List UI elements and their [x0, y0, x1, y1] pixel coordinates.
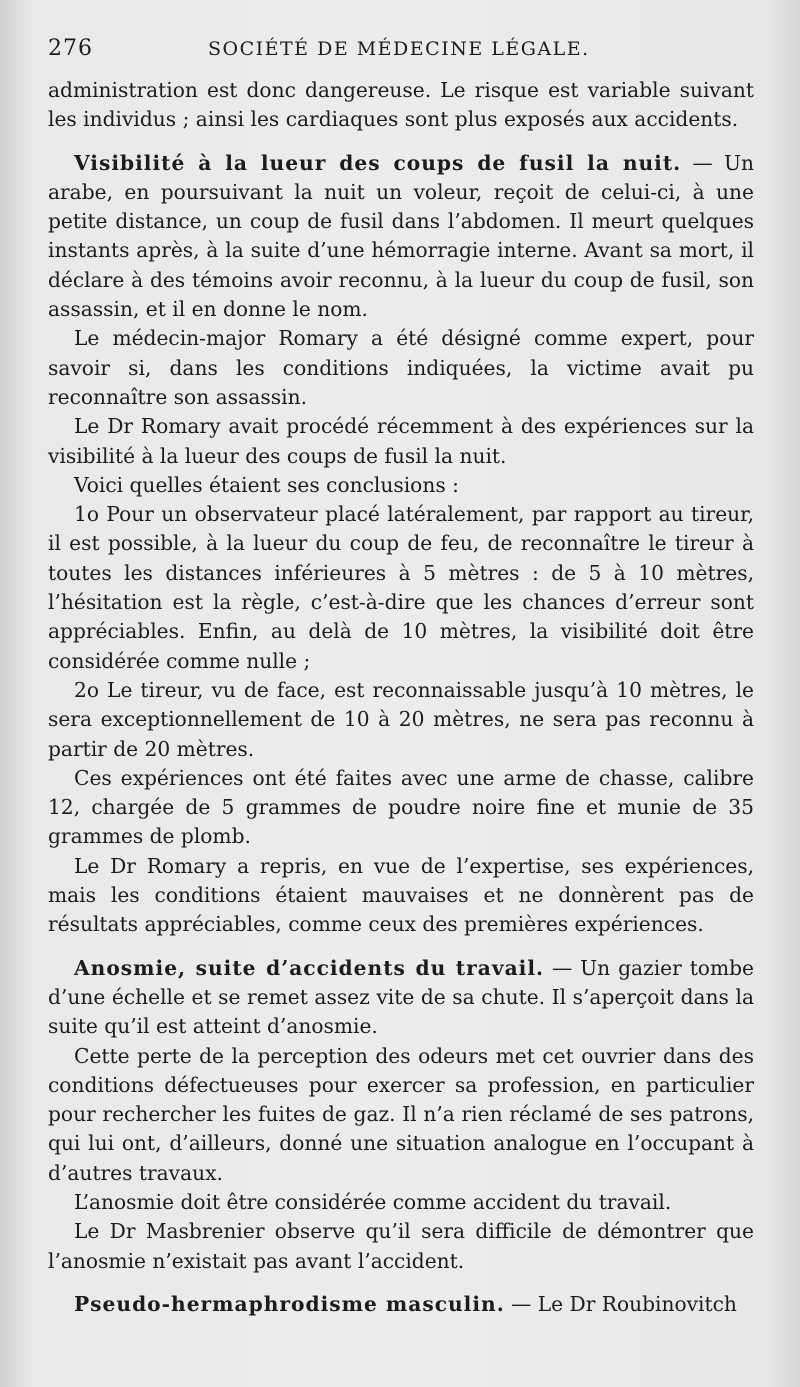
- section-text: — Un arabe, en poursuivant la nuit un voleur, reçoit de celui-ci, à une petite distance, un coup de fusil dans l’abdomen. Il meurt quelques instants après, à la suite d’une hémorragie interne. Avant sa mort, il déclare à des témoins avoir reconnu, à la lueur du coup de fusil, son assassin, et il en donne le nom.: [48, 150, 754, 322]
- section-heading: Visibilité à la lueur des coups de fusil la nuit.: [74, 150, 682, 175]
- paragraph: Le Dr Romary avait procédé récemment à des expériences sur la visibilité à la lueur des coups de fusil la nuit.: [48, 414, 754, 468]
- running-title: SOCIÉTÉ DE MÉDECINE LÉGALE.: [208, 38, 590, 60]
- paragraph: 1o Pour un observateur placé latéralement, par rapport au tireur, il est possible, à la lueur du coup de feu, de reconnaître le tireur à toutes les distances inférieures à 5 mètres : de 5 à 10 mètres, l’hésitation est la règle, c’est-à-dire que les chances d’erreur sont appréciables. Enfin, au delà de 10 mètres, la visibilité doit être considérée comme nulle ;: [48, 502, 754, 673]
- section-visibilite: [48, 149, 754, 325]
- section-heading: Anosmie, suite d’accidents du travail.: [74, 955, 545, 980]
- paragraph-continued: administration est donc dangereuse. Le risque est variable suivant les individus ; ainsi les cardiaques sont plus exposés aux accidents.: [48, 78, 754, 132]
- body-text: [48, 76, 754, 1319]
- paragraph: Le médecin-major Romary a été désigné comme expert, pour savoir si, dans les conditions indiquées, la victime avait pu reconnaître son assassin.: [48, 326, 754, 409]
- section-pseudo-hermaphrodisme: [48, 1290, 754, 1319]
- paragraph: Cette perte de la perception des odeurs met cet ouvrier dans des conditions défectueuses pour exercer sa profession, en particulier pour rechercher les fuites de gaz. Il n’a rien réclamé de ses patrons, qui lui ont, d’ailleurs, donné une situation analogue en l’occupant à d’autres travaux.: [48, 1043, 754, 1185]
- section-heading: Pseudo-hermaphrodisme masculin.: [74, 1291, 505, 1316]
- page-header: [48, 36, 754, 68]
- section-text: — Un gazier tombe d’une échelle et se remet assez vite de sa chute. Il s’aperçoit dans la suite qu’il est atteint d’anosmie.: [48, 955, 754, 1039]
- paragraph: Le Dr Masbrenier observe qu’il sera difficile de démontrer que l’anosmie n’existait pas avant l’accident.: [48, 1219, 754, 1273]
- section-text: — Le Dr Roubinovitch: [504, 1291, 737, 1316]
- paragraph: 2o Le tireur, vu de face, est reconnaissable jusqu’à 10 mètres, le sera exceptionnellement de 10 à 20 mètres, ne sera pas reconnu à partir de 20 mètres.: [48, 677, 754, 761]
- paragraph: Ces expériences ont été faites avec une arme de chasse, calibre 12, chargée de 5 grammes de poudre noire fine et munie de 35 grammes de plomb.: [48, 765, 754, 849]
- paragraph: Le Dr Romary a repris, en vue de l’expertise, ses expériences, mais les conditions étaient mauvaises et ne donnèrent pas de résultats appréciables, comme ceux des premières expériences.: [48, 853, 754, 937]
- page-number: 276: [48, 36, 93, 61]
- paragraph: L’anosmie doit être considérée comme accident du travail.: [74, 1189, 672, 1214]
- section-anosmie: [48, 954, 754, 1042]
- paragraph: Voici quelles étaient ses conclusions :: [74, 472, 459, 497]
